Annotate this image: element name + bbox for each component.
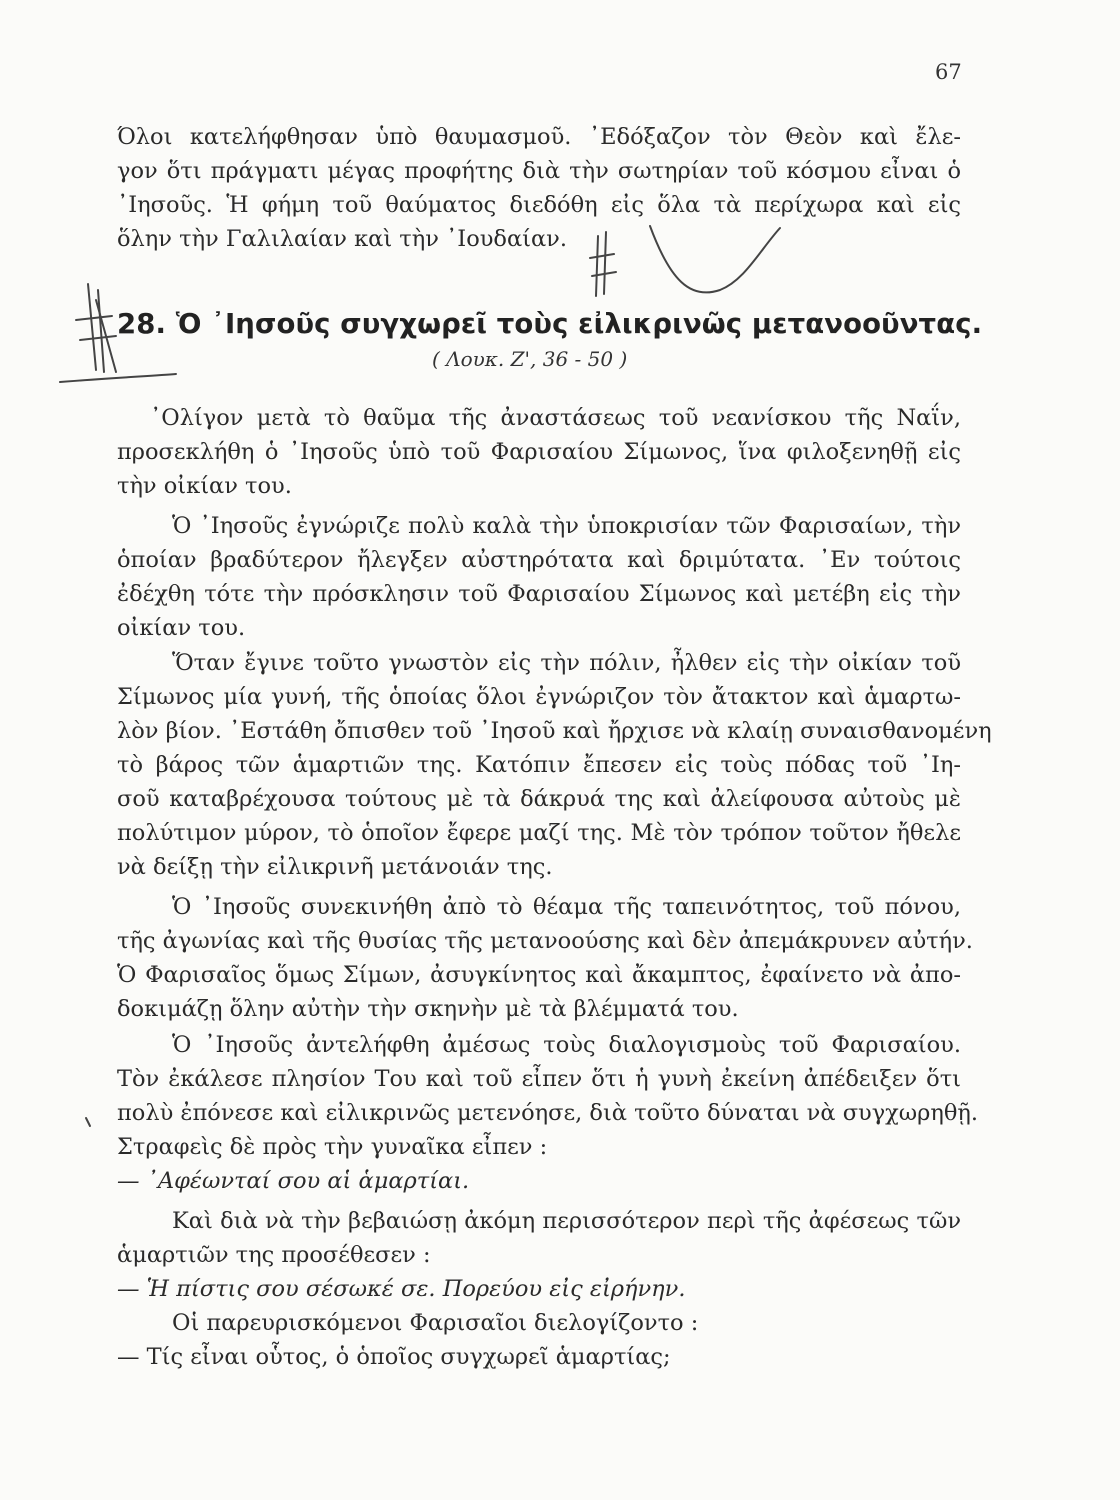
body-line-26: — Ἡ πίστις σου σέσωκέ σε. Πορεύου εἰς εἰρήνην.: [117, 1276, 686, 1302]
body-line-7: οἰκίαν του.: [117, 615, 246, 641]
intro-line-1: Όλοι κατελήφθησαν ὑπὸ θαυμασμοῦ. ᾿Εδόξαζον τὸν Θεὸν καὶ ἔλε-: [117, 124, 961, 150]
body-line-13: πολύτιμον μύρον, τὸ ὁποῖον ἔφερε μαζί της. Μὲ τὸν τρόπον τοῦτον ἤθελε: [117, 820, 961, 846]
body-line-12: σοῦ καταβρέχουσα τούτους μὲ τὰ δάκρυά της καὶ ἀλείφουσα αὐτοὺς μὲ: [117, 786, 961, 812]
body-line-20: Τὸν ἐκάλεσε πλησίον Του καὶ τοῦ εἶπεν ὅτι ἡ γυνὴ ἐκείνη ἀπέδειξεν ὅτι: [117, 1066, 961, 1092]
body-line-9: Σίμωνος μία γυνή, τῆς ὁποίας ὅλοι ἐγνώριζον τὸν ἄτακτον καὶ ἁμαρτω-: [117, 684, 961, 710]
body-line-28: — Τίς εἶναι οὗτος, ὁ ὁποῖος συγχωρεῖ ἁμαρτίας;: [117, 1344, 671, 1370]
intro-line-4: ὅλην τὴν Γαλιλαίαν καὶ τὴν ᾿Ιουδαίαν.: [117, 226, 567, 252]
section-heading: 28. Ὁ ᾿Ιησοῦς συγχωρεῖ τοὺς εἰλικρινῶς μετανοοῦντας.: [117, 308, 983, 340]
body-line-3: τὴν οἰκίαν του.: [117, 473, 292, 499]
body-line-2: προσεκλήθη ὁ ᾿Ιησοῦς ὑπὸ τοῦ Φαρισαίου Σίμωνος, ἵνα φιλοξενηθῇ εἰς: [117, 439, 961, 465]
body-line-11: τὸ βάρος τῶν ἁμαρτιῶν της. Κατόπιν ἔπεσεν εἰς τοὺς πόδας τοῦ ᾿Ιη-: [117, 752, 961, 778]
body-line-21: πολὺ ἐπόνεσε καὶ εἰλικρινῶς μετενόησε, διὰ τοῦτο δύναται νὰ συγχωρηθῇ.: [117, 1100, 979, 1126]
body-line-8: Ὅταν ἔγινε τοῦτο γνωστὸν εἰς τὴν πόλιν, ἦλθεν εἰς τὴν οἰκίαν τοῦ: [172, 650, 961, 676]
page-number: 67: [935, 60, 962, 84]
body-line-19: Ὁ ᾿Ιησοῦς ἀντελήφθη ἀμέσως τοὺς διαλογισμοὺς τοῦ Φαρισαίου.: [172, 1032, 961, 1058]
body-line-17: Ὁ Φαρισαῖος ὅμως Σίμων, ἀσυγκίνητος καὶ ἄκαμπτος, ἐφαίνετο νὰ ἀπο-: [117, 962, 961, 988]
body-line-5: ὁποίαν βραδύτερον ἤλεγξεν αὐστηρότατα καὶ δριμύτατα. ᾿Εν τούτοις: [117, 547, 961, 573]
body-line-27: Οἱ παρευρισκόμενοι Φαρισαῖοι διελογίζοντο :: [172, 1310, 699, 1336]
body-line-25: ἁμαρτιῶν της προσέθεσεν :: [117, 1242, 431, 1268]
body-line-10: λὸν βίον. ᾿Εστάθη ὄπισθεν τοῦ ᾿Ιησοῦ καὶ ἤρχισε νὰ κλαίῃ συναισθανομένη: [117, 718, 992, 744]
body-line-23: — ᾿Αφέωνταί σου αἱ ἁμαρτίαι.: [117, 1168, 470, 1194]
body-line-6: ἐδέχθη τότε τὴν πρόσκλησιν τοῦ Φαρισαίου Σίμωνος καὶ μετέβη εἰς τὴν: [117, 581, 961, 607]
body-line-4: Ὁ ᾿Ιησοῦς ἐγνώριζε πολὺ καλὰ τὴν ὑποκρισίαν τῶν Φαρισαίων, τὴν: [172, 513, 961, 539]
body-line-16: τῆς ἀγωνίας καὶ τῆς θυσίας τῆς μετανοούσης καὶ δὲν ἀπεμάκρυνεν αὐτήν.: [117, 928, 973, 954]
body-line-22: Στραφεὶς δὲ πρὸς τὴν γυναῖκα εἶπεν :: [117, 1134, 548, 1160]
intro-line-2: γον ὅτι πράγματι μέγας προφήτης διὰ τὴν σωτηρίαν τοῦ κόσμου εἶναι ὁ: [117, 158, 961, 184]
body-line-14: νὰ δείξῃ τὴν εἰλικρινῆ μετάνοιάν της.: [117, 854, 553, 880]
body-line-1: ᾿Ολίγον μετὰ τὸ θαῦμα τῆς ἀναστάσεως τοῦ νεανίσκου τῆς Ναΐν,: [150, 405, 961, 431]
intro-line-3: ᾿Ιησοῦς. Ἡ φήμη τοῦ θαύματος διεδόθη εἰς ὅλα τὰ περίχωρα καὶ εἰς: [117, 192, 961, 218]
scripture-reference: ( Λουκ. Ζ', 36 - 50 ): [432, 347, 628, 371]
body-line-24: Καὶ διὰ νὰ τὴν βεβαιώσῃ ἀκόμη περισσότερον περὶ τῆς ἀφέσεως τῶν: [172, 1208, 961, 1234]
body-line-15: Ὁ ᾿Ιησοῦς συνεκινήθη ἀπὸ τὸ θέαμα τῆς ταπεινότητος, τοῦ πόνου,: [172, 894, 961, 920]
body-line-18: δοκιμάζῃ ὅλην αὐτὴν τὴν σκηνὴν μὲ τὰ βλέμματά του.: [117, 996, 739, 1022]
